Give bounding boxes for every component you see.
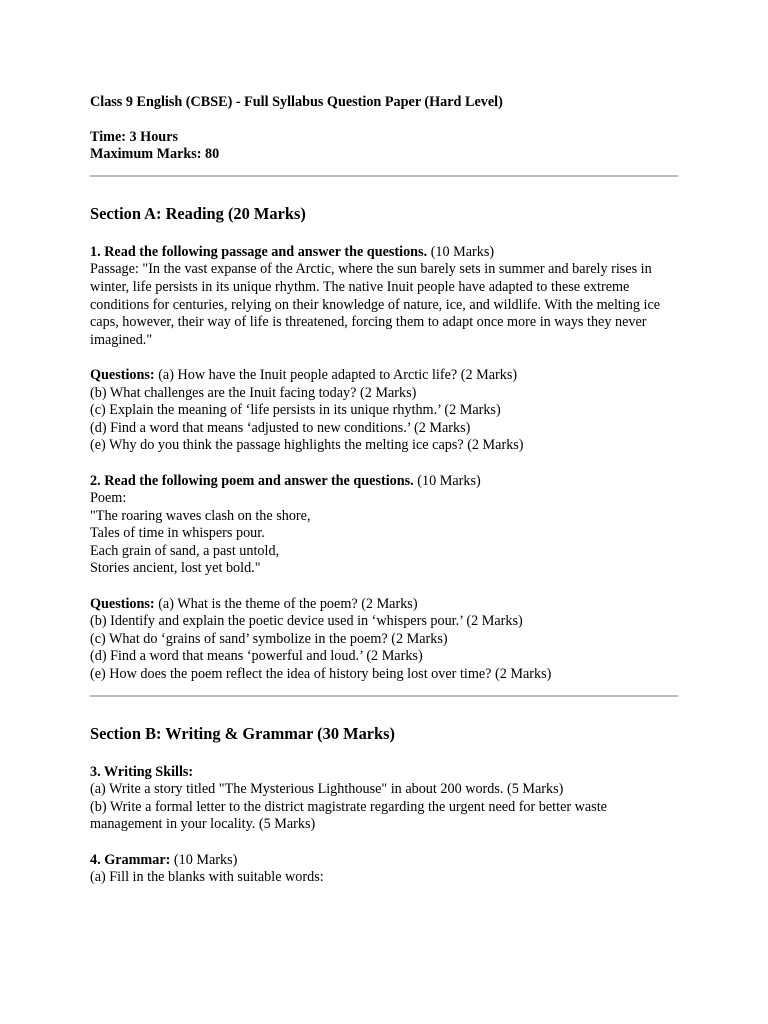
subquestion-text: (b) Identify and explain the poetic device used in ‘whispers pour.’ (2 Marks): [90, 613, 523, 630]
question-1: [90, 244, 678, 350]
subquestion-text: (e) Why do you think the passage highlights the melting ice caps? (2 Marks): [90, 437, 524, 454]
poem-line: Tales of time in whispers pour.: [90, 525, 265, 542]
question-4-header: [90, 852, 678, 870]
questions-label: Questions:: [90, 366, 155, 383]
question-2-header: [90, 473, 678, 491]
divider: [90, 175, 678, 177]
poem-label: Poem:: [90, 490, 127, 507]
subquestion-text: (c) What do ‘grains of sand’ symbolize in the poem? (2 Marks): [90, 630, 448, 647]
question-1-passage: Passage: "In the vast expanse of the Arctic, where the sun barely sets in summer and barely rises in winter, life persists in its unique rhythm. The native Inuit people have adapted to these extreme conditions for centuries, relying on their knowledge of nature, ice, and wildlife. With the melting ice caps, however, their way of life is threatened, forcing them to adapt once more in ways they never imagined.": [90, 261, 661, 348]
question-1-header: [90, 244, 678, 262]
subquestion-text: (c) Explain the meaning of ‘life persists in its unique rhythm.’ (2 Marks): [90, 402, 501, 419]
writing-task: (a) Write a story titled "The Mysterious Lighthouse" in about 200 words. (5 Marks): [90, 781, 564, 798]
question-4-lead: 4. Grammar:: [90, 851, 171, 868]
section-b-heading: Section B: Writing & Grammar (30 Marks): [90, 723, 396, 743]
poem-line: Each grain of sand, a past untold,: [90, 542, 280, 559]
questions-label: Questions:: [90, 595, 155, 612]
maximum-marks: Maximum Marks: 80: [90, 146, 220, 163]
writing-task: (b) Write a formal letter to the district magistrate regarding the urgent need for better waste management in your locality. (5 Marks): [90, 798, 607, 833]
question-1-lead: 1. Read the following passage and answer the questions.: [90, 243, 428, 260]
subquestion-line: [90, 367, 678, 385]
question-2-lead: 2. Read the following poem and answer the questions.: [90, 472, 414, 489]
divider: [90, 695, 678, 697]
subquestion-text: (e) How does the poem reflect the idea of history being lost over time? (2 Marks): [90, 666, 552, 683]
subquestion-text: (a) What is the theme of the poem? (2 Marks): [154, 595, 418, 612]
question-3-lead: 3. Writing Skills:: [90, 763, 194, 780]
subquestion-text: (d) Find a word that means ‘adjusted to new conditions.’ (2 Marks): [90, 419, 471, 436]
question-4: [90, 852, 678, 887]
question-1-subquestions: [90, 367, 678, 455]
subquestion-text: (d) Find a word that means ‘powerful and loud.’ (2 Marks): [90, 648, 423, 665]
section-a-heading: Section A: Reading (20 Marks): [90, 203, 306, 223]
question-2-subquestions: [90, 596, 678, 684]
subquestion-text: (a) How have the Inuit people adapted to Arctic life? (2 Marks): [154, 366, 518, 383]
question-3: [90, 764, 678, 834]
subquestion-text: (b) What challenges are the Inuit facing today? (2 Marks): [90, 384, 417, 401]
subquestion-line: [90, 596, 678, 614]
question-2-marks: (10 Marks): [413, 472, 481, 489]
grammar-task: (a) Fill in the blanks with suitable words:: [90, 869, 324, 886]
time-allowed: Time: 3 Hours: [90, 128, 179, 145]
poem-line: "The roaring waves clash on the shore,: [90, 507, 311, 524]
question-4-marks: (10 Marks): [170, 851, 238, 868]
question-2: [90, 473, 678, 579]
poem-line: Stories ancient, lost yet bold.": [90, 560, 261, 577]
question-1-marks: (10 Marks): [427, 243, 495, 260]
document-title: Class 9 English (CBSE) - Full Syllabus Question Paper (Hard Level): [90, 94, 503, 110]
